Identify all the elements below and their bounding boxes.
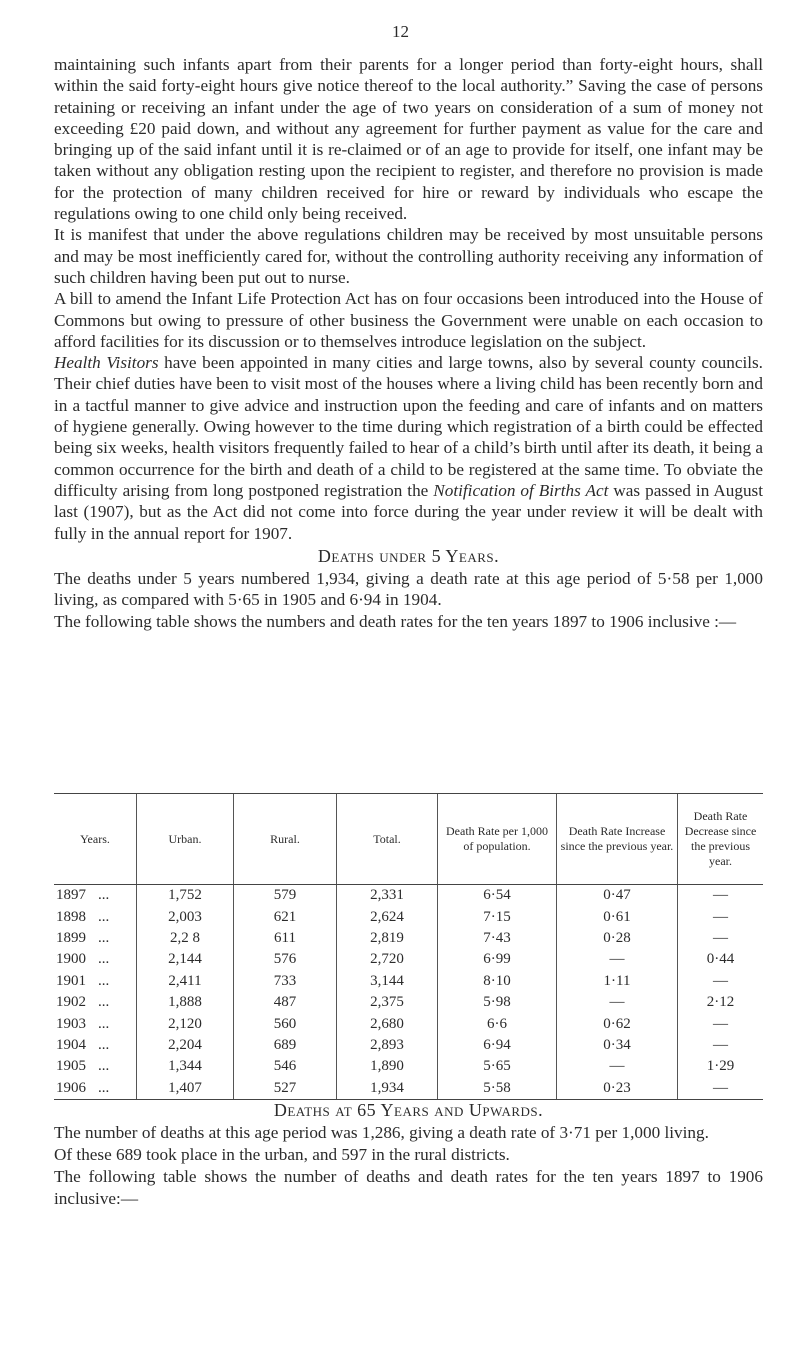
year-label: 1902 [56, 994, 86, 1011]
cell-year [54, 928, 137, 949]
cell-urban: 2,120 [137, 1013, 234, 1034]
header-rate-decrease: Death Rate Decrease since the previous year. [678, 794, 764, 885]
cell-rural: 611 [234, 928, 337, 949]
header-years: Years. [54, 794, 137, 885]
year-leader-dots: ... [98, 994, 110, 1011]
health-visitors-text: have been appointed in many cities and large towns, also by several county councils. Their chief duties have been to visit most of the houses where a living child has been recently born and in a tactful manner to give advice and instruction upon the feeding and care of infants and on matters of hygiene generally. Owing however to the time during which registration of a birth could be effected being six weeks, health visitors frequently failed to hear of a child’s birth until after its death, it being a common occurrence for the birth and death of a child to be registered at the same time. To obviate the difficulty arising from long postponed registration the [54, 353, 763, 500]
paragraph-health-visitors [54, 352, 763, 544]
cell-death-rate: 7·15 [438, 906, 557, 927]
page-number: 12 [392, 22, 409, 41]
year-label: 1898 [56, 908, 86, 925]
year-label: 1905 [56, 1058, 86, 1075]
table-header-row [54, 794, 763, 885]
year-label: 1900 [56, 951, 86, 968]
cell-rural: 546 [234, 1056, 337, 1077]
year-label: 1901 [56, 972, 86, 989]
cell-rate-increase: 0·47 [557, 885, 678, 907]
table-row [54, 1013, 763, 1034]
cell-year [54, 906, 137, 927]
cell-rate-increase: — [557, 949, 678, 970]
cell-rural: 527 [234, 1078, 337, 1100]
cell-rate-decrease: 1·29 [678, 1056, 764, 1077]
header-death-rate: Death Rate per 1,000 of population. [438, 794, 557, 885]
heading-deaths-under-5: Deaths under 5 Years. [317, 545, 500, 566]
cell-death-rate: 8·10 [438, 971, 557, 992]
body-text-top [54, 54, 763, 632]
cell-rate-decrease: 0·44 [678, 949, 764, 970]
year-leader-dots: ... [98, 1058, 110, 1075]
cell-year [54, 1013, 137, 1034]
year-leader-dots: ... [98, 929, 110, 946]
cell-total: 3,144 [337, 971, 438, 992]
cell-rate-increase: 0·23 [557, 1078, 678, 1100]
table-row [54, 949, 763, 970]
cell-urban: 1,752 [137, 885, 234, 907]
year-leader-dots: ... [98, 887, 110, 904]
cell-total: 1,890 [337, 1056, 438, 1077]
cell-rate-decrease: — [678, 885, 764, 907]
year-label: 1899 [56, 929, 86, 946]
cell-death-rate: 6·54 [438, 885, 557, 907]
body-text-bottom [54, 1097, 763, 1210]
cell-rate-increase: — [557, 1056, 678, 1077]
cell-total: 2,624 [337, 906, 438, 927]
cell-year [54, 992, 137, 1013]
year-label: 1906 [56, 1079, 86, 1096]
cell-rate-increase: 0·34 [557, 1035, 678, 1056]
heading-deaths-65-upwards: Deaths at 65 Years and Upwards. [273, 1100, 544, 1120]
cell-rural: 621 [234, 906, 337, 927]
cell-year [54, 949, 137, 970]
health-visitors-text-end: was passed in August last (1907), but as the Act did not come into force during the year under review it will be dealt with fully in the annual report for 1907. [54, 480, 763, 543]
cell-rate-increase: 0·28 [557, 928, 678, 949]
year-leader-dots: ... [98, 1079, 110, 1096]
table-row [54, 885, 763, 907]
cell-total: 2,720 [337, 949, 438, 970]
paragraph-under5-intro: The deaths under 5 years numbered 1,934, giving a death rate at this age period of 5·58 per 1,000 living, as compared with 5·65 in 1905 and 6·94 in 1904. [54, 569, 763, 610]
health-visitors-lead: Health Visitors [54, 353, 159, 373]
table-row [54, 1056, 763, 1077]
paragraph-over65-3: The following table shows the number of deaths and death rates for the ten years 1897 to 1906 inclusive:— [54, 1167, 763, 1208]
cell-rate-decrease: — [678, 1078, 764, 1100]
header-rate-increase: Death Rate Increase since the previous year. [557, 794, 678, 885]
cell-year [54, 1056, 137, 1077]
cell-urban: 2,144 [137, 949, 234, 970]
paragraph-over65-1: The number of deaths at this age period was 1,286, giving a death rate of 3·71 per 1,000 living. [54, 1123, 709, 1142]
table-row [54, 906, 763, 927]
cell-rate-increase: 1·11 [557, 971, 678, 992]
year-label: 1903 [56, 1015, 86, 1032]
cell-rate-decrease: — [678, 971, 764, 992]
year-leader-dots: ... [98, 951, 110, 968]
cell-total: 2,331 [337, 885, 438, 907]
cell-urban: 1,888 [137, 992, 234, 1013]
header-urban: Urban. [137, 794, 234, 885]
cell-rate-increase: 0·62 [557, 1013, 678, 1034]
cell-urban: 1,344 [137, 1056, 234, 1077]
deaths-under-5-table [54, 793, 763, 1100]
cell-rate-decrease: — [678, 1013, 764, 1034]
cell-rural: 579 [234, 885, 337, 907]
cell-rural: 487 [234, 992, 337, 1013]
year-leader-dots: ... [98, 1036, 110, 1053]
cell-year [54, 971, 137, 992]
cell-urban: 1,407 [137, 1078, 234, 1100]
cell-death-rate: 5·98 [438, 992, 557, 1013]
paragraph-infant-registration: maintaining such infants apart from their parents for a longer period than forty-eight hours, shall within the said forty-eight hours give notice thereof to the local authority.” Saving the case of persons retaining or receiving an infant under the age of two years on consideration of a sum of money not exceeding £20 paid down, and without any agreement for further payment as value for the care and bringing up of the said infant until it is re-claimed or of an age to provide for itself, one infant may be taken without any obligation resting upon the recipient to register, and therefore no provision is made for the protection of many children received for hire or reward by individuals who escape the regulations owing to one child only being received. [54, 55, 763, 224]
cell-year [54, 1035, 137, 1056]
cell-urban: 2,003 [137, 906, 234, 927]
cell-rate-increase: — [557, 992, 678, 1013]
cell-total: 1,934 [337, 1078, 438, 1100]
cell-rate-increase: 0·61 [557, 906, 678, 927]
cell-death-rate: 5·58 [438, 1078, 557, 1100]
cell-total: 2,375 [337, 992, 438, 1013]
year-leader-dots: ... [98, 972, 110, 989]
table-row [54, 971, 763, 992]
header-rural: Rural. [234, 794, 337, 885]
cell-rural: 689 [234, 1035, 337, 1056]
table-row [54, 1035, 763, 1056]
cell-death-rate: 6·94 [438, 1035, 557, 1056]
cell-total: 2,893 [337, 1035, 438, 1056]
table-row [54, 992, 763, 1013]
cell-rural: 560 [234, 1013, 337, 1034]
cell-rate-decrease: — [678, 928, 764, 949]
cell-death-rate: 6·6 [438, 1013, 557, 1034]
cell-urban: 2,411 [137, 971, 234, 992]
paragraph-over65-2: Of these 689 took place in the urban, and 597 in the rural districts. [54, 1145, 510, 1164]
year-leader-dots: ... [98, 1015, 110, 1032]
table-body [54, 885, 763, 1100]
header-total: Total. [337, 794, 438, 885]
cell-urban: 2,2 8 [137, 928, 234, 949]
cell-death-rate: 5·65 [438, 1056, 557, 1077]
cell-total: 2,819 [337, 928, 438, 949]
cell-total: 2,680 [337, 1013, 438, 1034]
paragraph-manifest: It is manifest that under the above regulations children may be received by most unsuitable persons and may be most inefficiently cared for, without the controlling authority receiving any information of such children having been put out to nurse. [54, 225, 763, 287]
paragraph-under5-table-intro: The following table shows the numbers and death rates for the ten years 1897 to 1906 inclusive :— [54, 611, 737, 631]
table-row [54, 928, 763, 949]
cell-rate-decrease: 2·12 [678, 992, 764, 1013]
notification-act-name: Notification of Births Act [433, 480, 609, 500]
paragraph-bill: A bill to amend the Infant Life Protection Act has on four occasions been introduced into the House of Commons but owing to pressure of other business the Government were unable on each occasion to afford facilities for its discussion or to themselves introduce legislation on the subject. [54, 289, 763, 351]
cell-rural: 576 [234, 949, 337, 970]
cell-rate-decrease: — [678, 1035, 764, 1056]
year-leader-dots: ... [98, 908, 110, 925]
year-label: 1904 [56, 1036, 86, 1053]
cell-year [54, 885, 137, 907]
cell-rate-decrease: — [678, 906, 764, 927]
cell-death-rate: 6·99 [438, 949, 557, 970]
cell-rural: 733 [234, 971, 337, 992]
year-label: 1897 [56, 887, 86, 904]
cell-urban: 2,204 [137, 1035, 234, 1056]
cell-death-rate: 7·43 [438, 928, 557, 949]
